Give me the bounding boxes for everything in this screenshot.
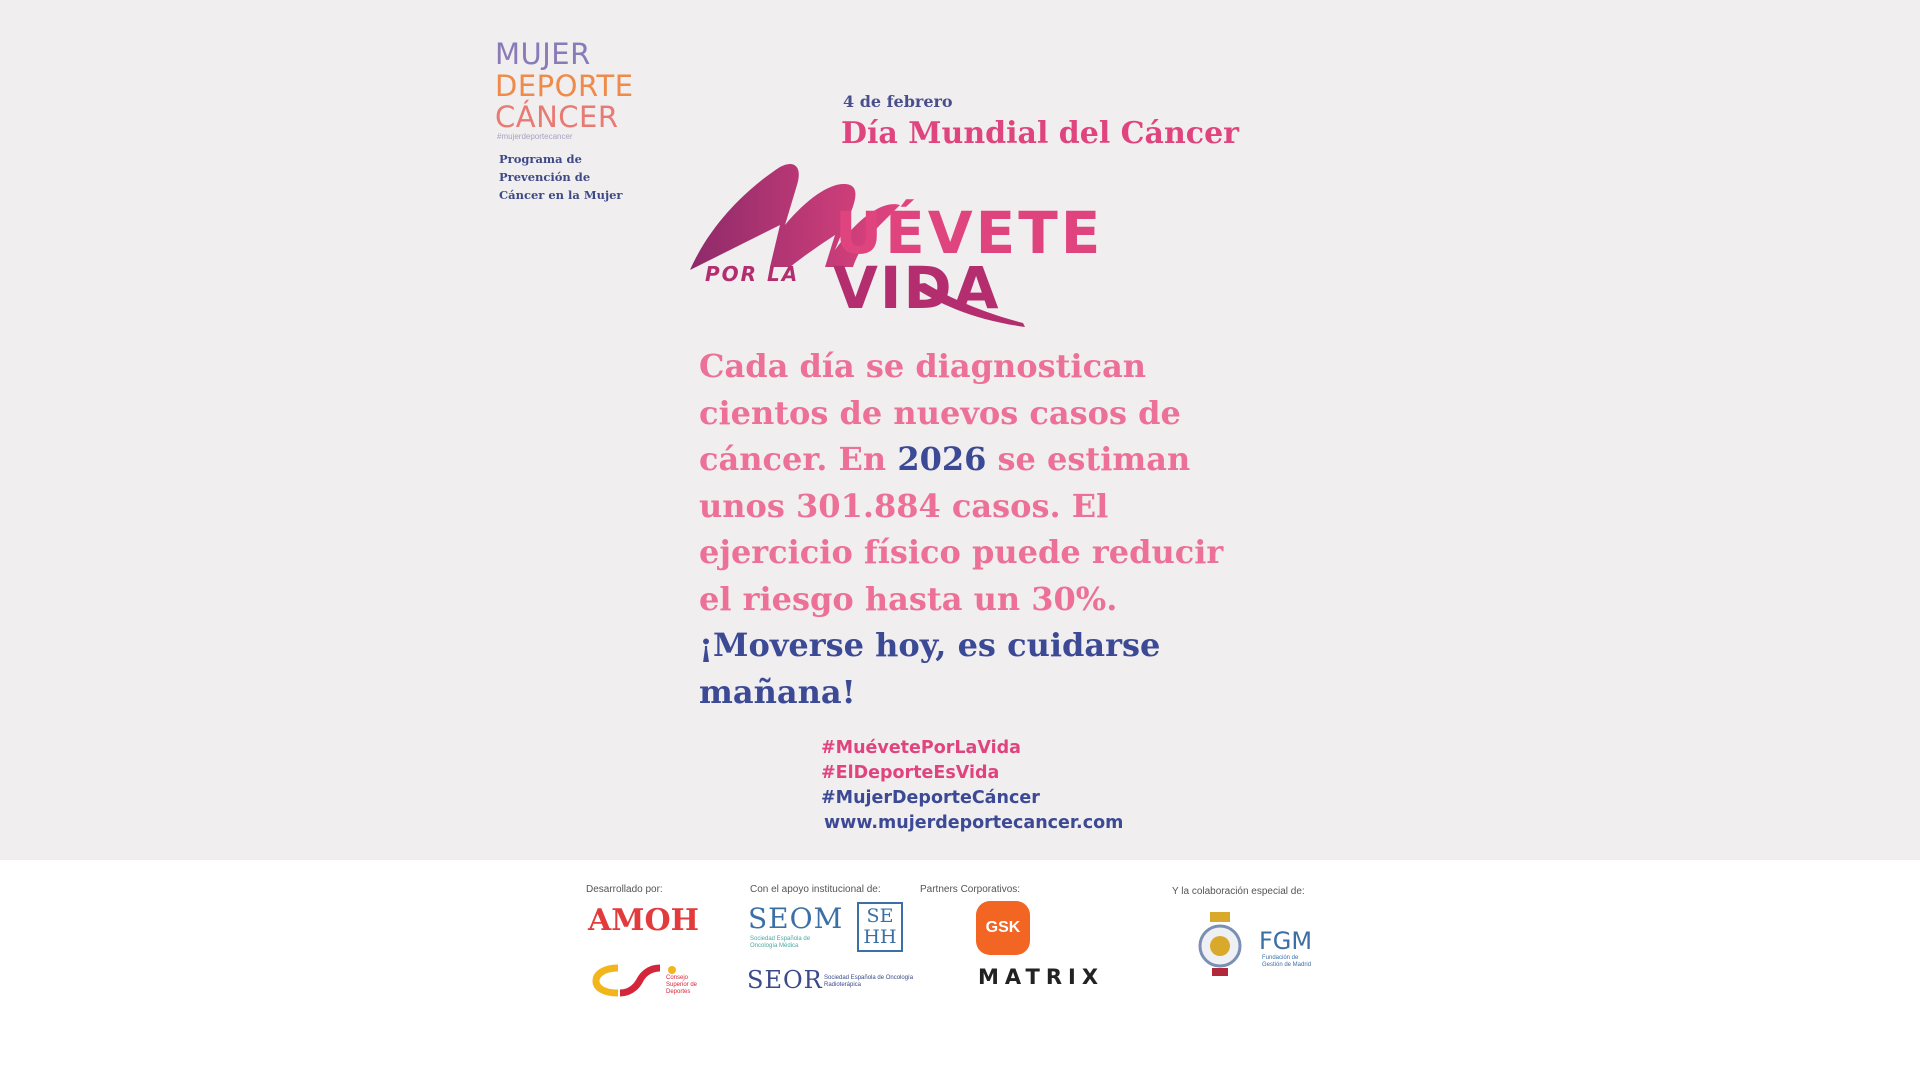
madrid-coat-of-arms-icon bbox=[1192, 910, 1248, 980]
seor-logo: SEOR bbox=[747, 966, 823, 994]
brand-line-cancer: CÁNCER bbox=[495, 100, 619, 134]
fgm-subtitle: Fundación de Gestión de Madrid bbox=[1262, 955, 1312, 968]
event-title: Día Mundial del Cáncer bbox=[841, 116, 1239, 151]
message-slogan: ¡Moverse hoy, es cuidarse mañana! bbox=[699, 626, 1161, 711]
special-collaboration-label: Y la colaboración especial de: bbox=[1172, 886, 1305, 897]
hashtag-mueveteporlavida: #MuévetePorLaVida bbox=[821, 738, 1021, 758]
campaign-logo-word-por-la: POR LA bbox=[705, 262, 800, 286]
sehh-line1: SE bbox=[866, 905, 894, 927]
brand-line-mujer: MUJER bbox=[495, 37, 591, 71]
body-message bbox=[699, 343, 1259, 715]
csd-subtitle: Consejo Superior de Deportes bbox=[666, 975, 698, 995]
gsk-logo: GSK bbox=[976, 901, 1030, 955]
campaign-logo-word-top: UÉVETE bbox=[835, 199, 1104, 267]
fgm-logo: FGM bbox=[1259, 927, 1313, 955]
sehh-line2: HH bbox=[863, 926, 897, 948]
event-date: 4 de febrero bbox=[843, 92, 953, 111]
sehh-logo bbox=[857, 902, 903, 952]
brand-line-deporte: DEPORTE bbox=[495, 69, 634, 103]
message-part2: se estiman unos 301.884 casos. El ejercicio físico puede reducir el riesgo hasta un 30%. bbox=[699, 440, 1224, 618]
campaign-logo-word-vida: VIDA bbox=[833, 254, 1001, 322]
program-description: Programa de Prevención de Cáncer en la Mujer bbox=[499, 152, 623, 202]
seor-subtitle: Sociedad Española de Oncología Radioterápica bbox=[824, 975, 914, 988]
brand-hashtag: #mujerdeportecancer bbox=[497, 132, 573, 141]
seom-subtitle: Sociedad Española de Oncología Médica bbox=[750, 936, 811, 949]
hashtag-eldeporteesvida: #ElDeporteEsVida bbox=[821, 763, 1000, 783]
message-part1: Cada día se diagnostican cientos de nuevos casos de cáncer. En bbox=[699, 347, 1181, 478]
website-link[interactable]: www.mujerdeportecancer.com bbox=[824, 813, 1124, 833]
corporate-partners-label: Partners Corporativos: bbox=[920, 884, 1021, 895]
matrix-logo: MATRIX bbox=[978, 965, 1105, 989]
institutional-support-label: Con el apoyo institucional de: bbox=[750, 884, 881, 895]
hashtag-mujerdeportecancer: #MujerDeporteCáncer bbox=[821, 788, 1040, 808]
amoh-logo: AMOH bbox=[588, 903, 699, 938]
seom-logo: SEOM bbox=[748, 902, 844, 935]
developed-by-label: Desarrollado por: bbox=[586, 884, 663, 895]
message-year: 2026 bbox=[897, 440, 987, 478]
